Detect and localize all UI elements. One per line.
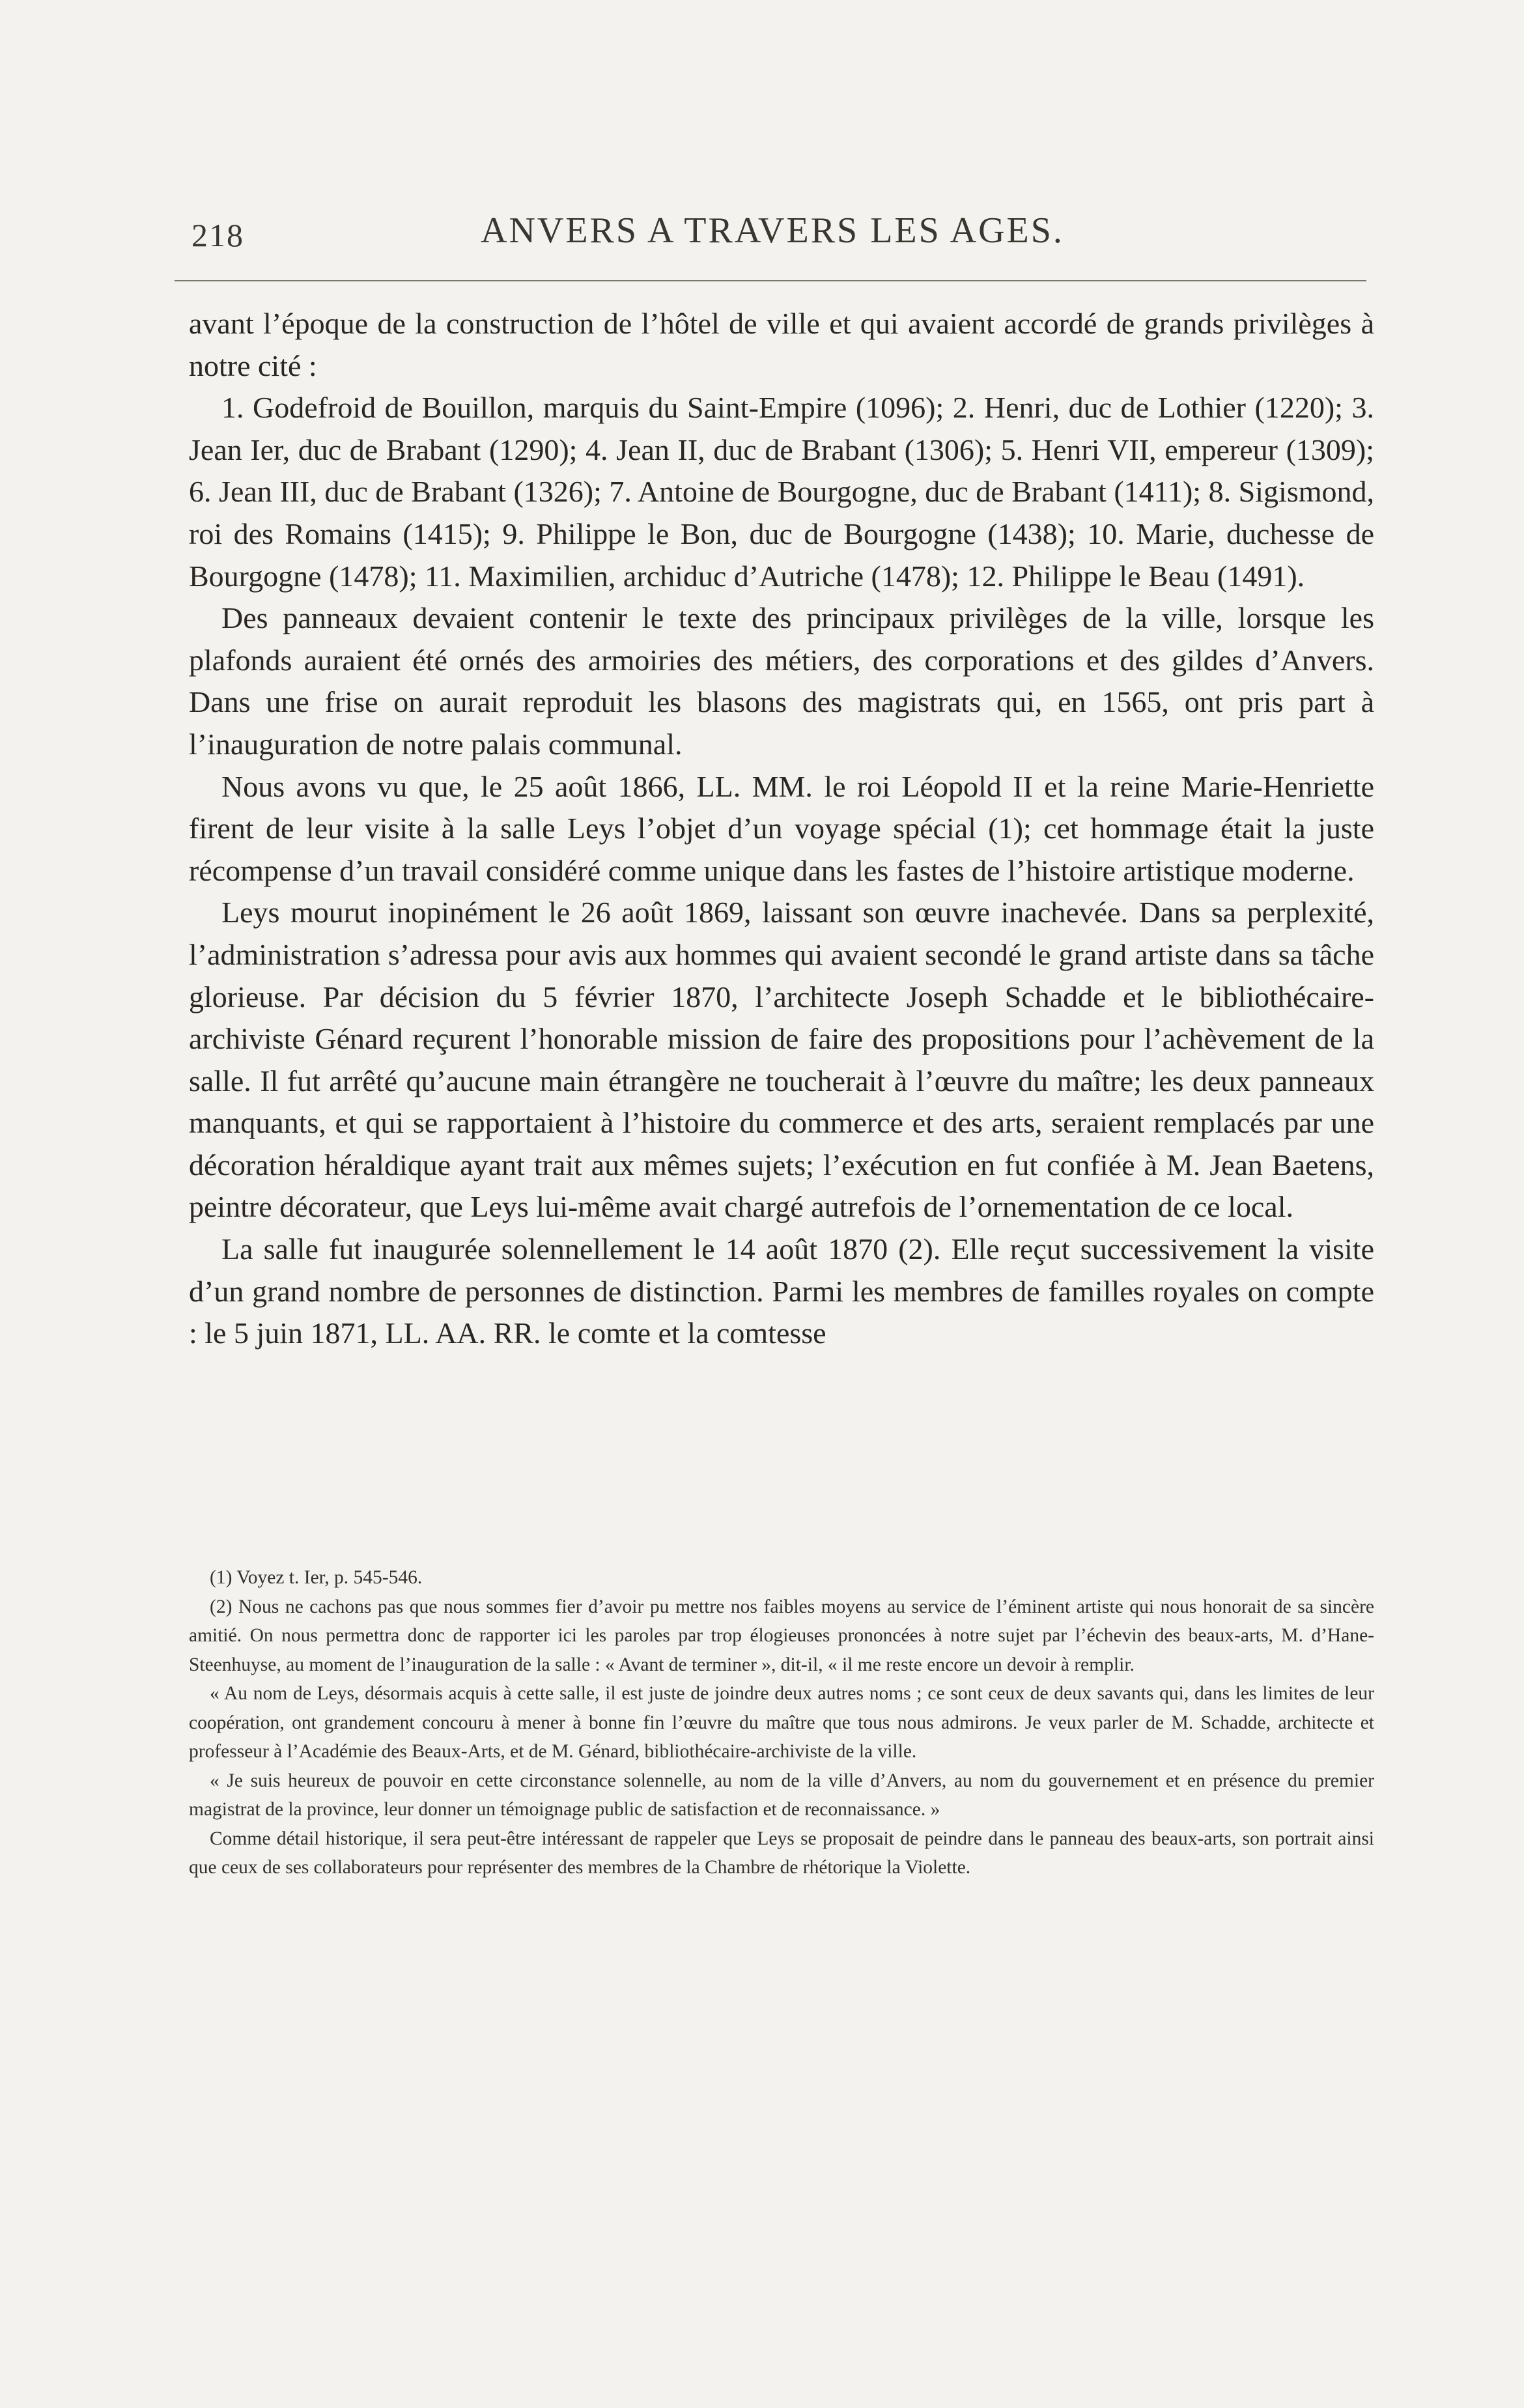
paragraph-royal-visit: Nous avons vu que, le 25 août 1866, LL. MM. le roi Léopold II et la reine Marie-Henriette firent de leur visite à la salle Leys l’objet d’un voyage spécial (1); cet hommage était la juste récompense d’un travail considéré comme unique dans les fastes de l’histoire artistique moderne. <box>189 769 1374 887</box>
paragraph-panels: Des panneaux devaient contenir le texte des principaux privilèges de la ville, lorsque les plafonds auraient été ornés des armoiries des métiers, des corporations et des gildes d’Anvers. Dans une frise on aurait reproduit les blasons des magistrats qui, en 1565, ont pris part à l’inauguration de notre palais communal. <box>189 601 1374 761</box>
paragraph-list: 1. Godefroid de Bouillon, marquis du Saint-Empire (1096); 2. Henri, duc de Lothier (1220); 3. Jean Ier, duc de Brabant (1290); 4. Jean II, duc de Brabant (1306); 5. Henri VII, empereur (1309); 6. Jean III, duc de Brabant (1326); 7. Antoine de Bourgogne, duc de Brabant (1411); 8. Sigismond, roi des Romains (1415); 9. Philippe le Bon, duc de Bourgogne (1438); 10. Marie, duchesse de Bourgogne (1478); 11. Maximilien, archiduc d’Autriche (1478); 12. Philippe le Beau (1491). <box>189 391 1374 593</box>
paragraph-intro: avant l’époque de la construction de l’hôtel de ville et qui avaient accordé de grands privilèges à notre cité : <box>189 307 1374 382</box>
footnote-2-quote-2: « Je suis heureux de pouvoir en cette circonstance solennelle, au nom de la ville d’Anvers, au nom du gouvernement et en présence du premier magistrat de la province, leur donner un témoignage public de satisfaction et de reconnaissance. » <box>189 1770 1374 1820</box>
running-title: ANVERS A TRAVERS LES AGES. <box>481 210 1064 251</box>
footnotes <box>189 1563 1374 1882</box>
footnote-2-quote-1: « Au nom de Leys, désormais acquis à cette salle, il est juste de joindre deux autres noms ; ce sont ceux de deux savants qui, dans les limites de leur coopération, ont grandement concouru à mener à bonne fin l’œuvre du maître que tous nous admirons. Je veux parler de M. Schadde, architecte et professeur à l’Académie des Beaux-Arts, et de M. Génard, bibliothécaire-archiviste de la ville. <box>189 1683 1374 1762</box>
footnote-2-remark: Comme détail historique, il sera peut-être intéressant de rappeler que Leys se proposait de peindre dans le panneau des beaux-arts, son portrait ainsi que ceux de ses collaborateurs pour représenter des membres de la Chambre de rhétorique la Violette. <box>189 1828 1374 1878</box>
header-rule <box>175 280 1366 281</box>
footnote-2: (2) Nous ne cachons pas que nous sommes fier d’avoir pu mettre nos faibles moyens au service de l’éminent artiste qui nous honorait de sa sincère amitié. On nous permettra donc de rapporter ici les paroles par trop élogieuses prononcées à notre sujet par l’échevin des beaux-arts, M. d’Hane-Steenhuyse, au moment de l’inauguration de la salle : « Avant de terminer », dit-il, « il me reste encore un devoir à remplir. <box>189 1596 1374 1675</box>
paragraph-leys-death: Leys mourut inopinément le 26 août 1869, laissant son œuvre inachevée. Dans sa perplexité, l’administration s’adressa pour avis aux hommes qui avaient secondé le grand artiste dans sa tâche glorieuse. Par décision du 5 février 1870, l’architecte Joseph Schadde et le bibliothécaire-archiviste Génard reçurent l’honorable mission de faire des propositions pour l’achèvement de la salle. Il fut arrêté qu’aucune main étrangère ne toucherait à l’œuvre du maître; les deux panneaux manquants, et qui se rapportaient à l’histoire du commerce et des arts, seraient remplacés par une décoration héraldique ayant trait aux mêmes sujets; l’exécution en fut confiée à M. Jean Baetens, peintre décorateur, que Leys lui-même avait chargé autrefois de l’ornementation de ce local. <box>189 896 1374 1224</box>
page-header <box>175 207 1373 266</box>
page-number: 218 <box>191 217 244 253</box>
footnote-1: (1) Voyez t. Ier, p. 545-546. <box>210 1567 423 1588</box>
paragraph-inauguration: La salle fut inaugurée solennellement le 14 août 1870 (2). Elle reçut successivement la visite d’un grand nombre de personnes de distinction. Parmi les membres de familles royales on compte : le 5 juin 1871, LL. AA. RR. le comte et la comtesse <box>189 1232 1374 1350</box>
main-text <box>189 303 1374 1355</box>
